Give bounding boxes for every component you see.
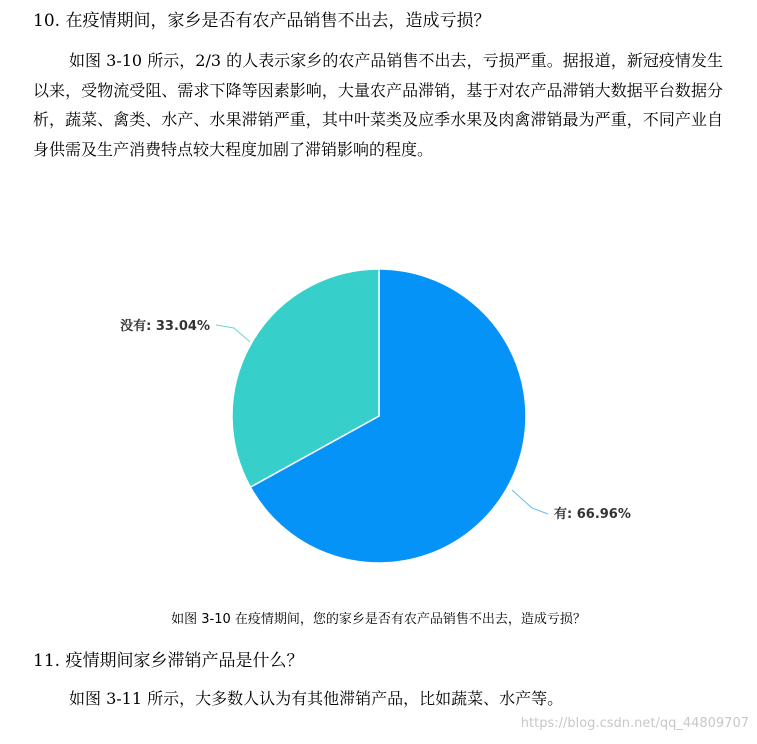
pie-chart-svg [0,250,757,590]
question-11-heading: 11. 疫情期间家乡滞销产品是什么？ [33,651,304,671]
leader-line-yes [512,490,548,514]
question-11-paragraph: 如图 3-11 所示，大多数人认为有其他滞销产品，比如蔬菜、水产等。 [69,689,564,708]
pie-chart [0,250,757,590]
figure-caption: 如图 3-10 在疫情期间，您的家乡是否有农产品销售不出去，造成亏损？ [171,612,586,627]
leader-line-no [216,325,250,342]
question-10-paragraph: 如图 3-10 所示，2/3 的人表示家乡的农产品销售不出去，亏损严重。据报道，新冠疫情发生以来，受物流受阻、需求下降等因素影响，大量农产品滞销，基于对农产品滞销大数据平台数据分析，蔬菜、禽类、水产、水果滞销严重，其中叶菜类及应季水果及肉禽滞销最为严重，不同产业自身供需及生产消费特点较大程度加剧了滞销影响的程度。 [33,51,723,159]
slice-label-yes: 有: 66.96% [554,507,631,522]
question-10-heading: 10. 在疫情期间，家乡是否有农产品销售不出去，造成亏损？ [33,11,491,31]
watermark-url: https://blog.csdn.net/qq_44809707 [520,716,749,731]
slice-label-no: 没有: 33.04% [120,319,210,334]
